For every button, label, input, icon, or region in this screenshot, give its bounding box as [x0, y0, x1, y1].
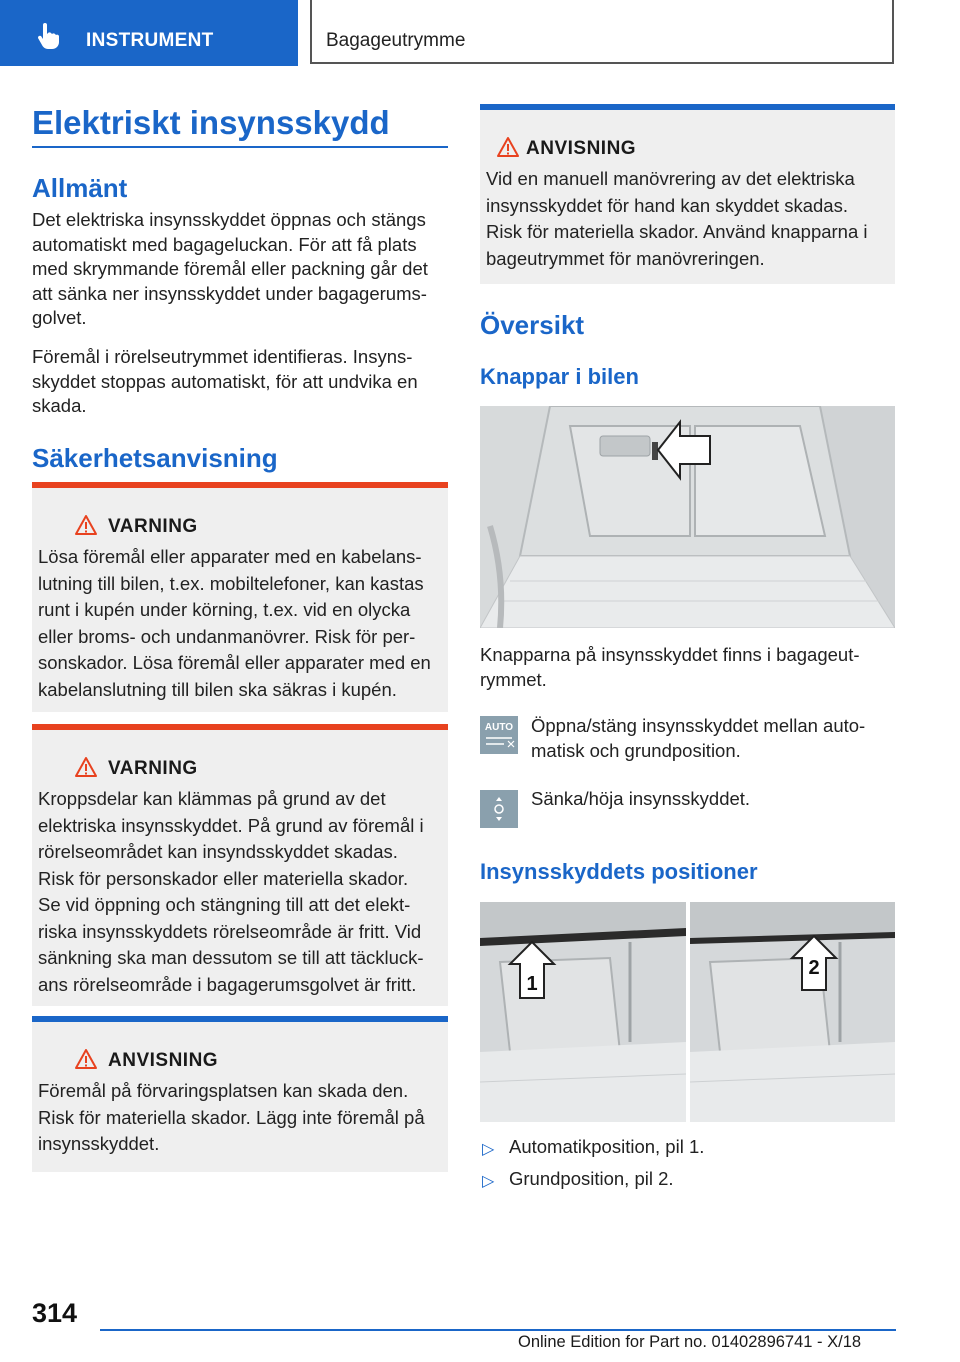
warning-box-2 [32, 724, 448, 1006]
heading-overview: Översikt [480, 310, 585, 340]
notice-triangle-icon [496, 136, 520, 158]
warning-bar [32, 482, 448, 488]
chapter-label: INSTRUMENT [86, 30, 214, 51]
notice-text: Vid en manuell manövrering av det elektriska insynsskyddet för hand kan skyddet skadas. Risk för materiella skador. Använd knapparna i bageutrymmet för manövreringen. [486, 168, 868, 269]
heading-buttons: Knappar i bilen [480, 364, 639, 389]
arrow-label-1: 1 [526, 973, 538, 995]
general-paragraph-2: Föremål i rörelseutrymmet identifieras. Insyns- skyddet stoppas automatiskt, för att undvika en skada. [32, 346, 418, 416]
position-1-image [480, 902, 686, 1122]
heading-positions: Insynsskyddets positioner [480, 859, 758, 884]
auto-button-description: Öppna/stäng insynsskyddet mellan auto- matisk och grundposition. [531, 715, 866, 761]
notice-title: ANVISNING [108, 1050, 219, 1071]
notice-title: ANVISNING [526, 138, 637, 159]
footer-rule [100, 1329, 896, 1331]
section-tab [310, 0, 894, 64]
lower-raise-button-icon [480, 790, 518, 828]
page-title: Elektriskt insynsskydd [32, 104, 390, 141]
warning-bar [32, 724, 448, 730]
notice-bar [32, 1016, 448, 1022]
title-rule [32, 146, 448, 148]
bullet-item-2: Grundposition, pil 2. [509, 1168, 674, 1189]
bullet-triangle-icon: ▷ [482, 1173, 495, 1190]
warning-title: VARNING [108, 516, 198, 537]
notice-text: Föremål på förvaringsplatsen kan skada den. Risk för materiella skador. Lägg inte föremål på insynsskyddet. [38, 1080, 425, 1154]
warning-text: Lösa föremål eller apparater med en kabelans- lutning till bilen, t.ex. mobiltelefoner, kan kastas runt i kupén under körning, t.ex. vid en olycka eller broms- och undanmanövrer. Risk för per- sonskador. Lösa föremål eller apparater med en kabelanslutning till bilen ska säkras i kupén. [38, 546, 431, 700]
page-number: 314 [32, 1298, 78, 1328]
edition-text: Online Edition for Part no. 01402896741 - X/18 [518, 1333, 862, 1351]
warning-triangle-icon [74, 514, 98, 536]
bullet-item-1: Automatikposition, pil 1. [509, 1136, 705, 1157]
notice-triangle-icon [74, 1048, 98, 1070]
buttons-caption: Knapparna på insynsskyddet finns i bagageut- rymmet. [480, 644, 860, 690]
bullet-triangle-icon: ▷ [482, 1141, 495, 1158]
warning-text: Kroppsdelar kan klämmas på grund av det elektriska insynsskyddet. På grund av föremål i rörelseområdet kan insyndsskyddet skadas. Risk för personskador eller materiella skador. Se vid öppning och stängning till att det elekt- riska insynsskyddets rörelseområde är fritt. Vid sänkning ska man dessutom se till att täckluck- ans rörelseområde i bagagerumsgolvet är fritt. [38, 788, 424, 995]
hand-pointer-icon [34, 22, 62, 50]
warning-title: VARNING [108, 758, 198, 779]
chapter-tab[interactable] [0, 0, 298, 66]
notice-box-right [480, 104, 895, 284]
svg-text:AUTO: AUTO [484, 722, 514, 733]
section-label: Bagageutrymme [326, 30, 466, 51]
warning-box-1 [32, 482, 448, 712]
notice-bar [480, 104, 895, 110]
position-2-image [690, 902, 895, 1122]
arrow-label-2: 2 [808, 957, 820, 979]
trunk-buttons-image [480, 406, 895, 628]
warning-triangle-icon [74, 756, 98, 778]
auto-button-icon [480, 716, 518, 754]
lower-raise-description: Sänka/höja insynsskyddet. [531, 788, 751, 809]
general-paragraph-1: Det elektriska insynsskyddet öppnas och stängs automatiskt med bagageluckan. För att få plats med skrymmande föremål eller packning går det att sänka ner insynsskyddet under bagagerums- golvet. [32, 209, 428, 328]
heading-general: Allmänt [32, 173, 128, 203]
heading-safety: Säkerhetsanvisning [32, 443, 278, 473]
notice-box-left [32, 1016, 448, 1172]
